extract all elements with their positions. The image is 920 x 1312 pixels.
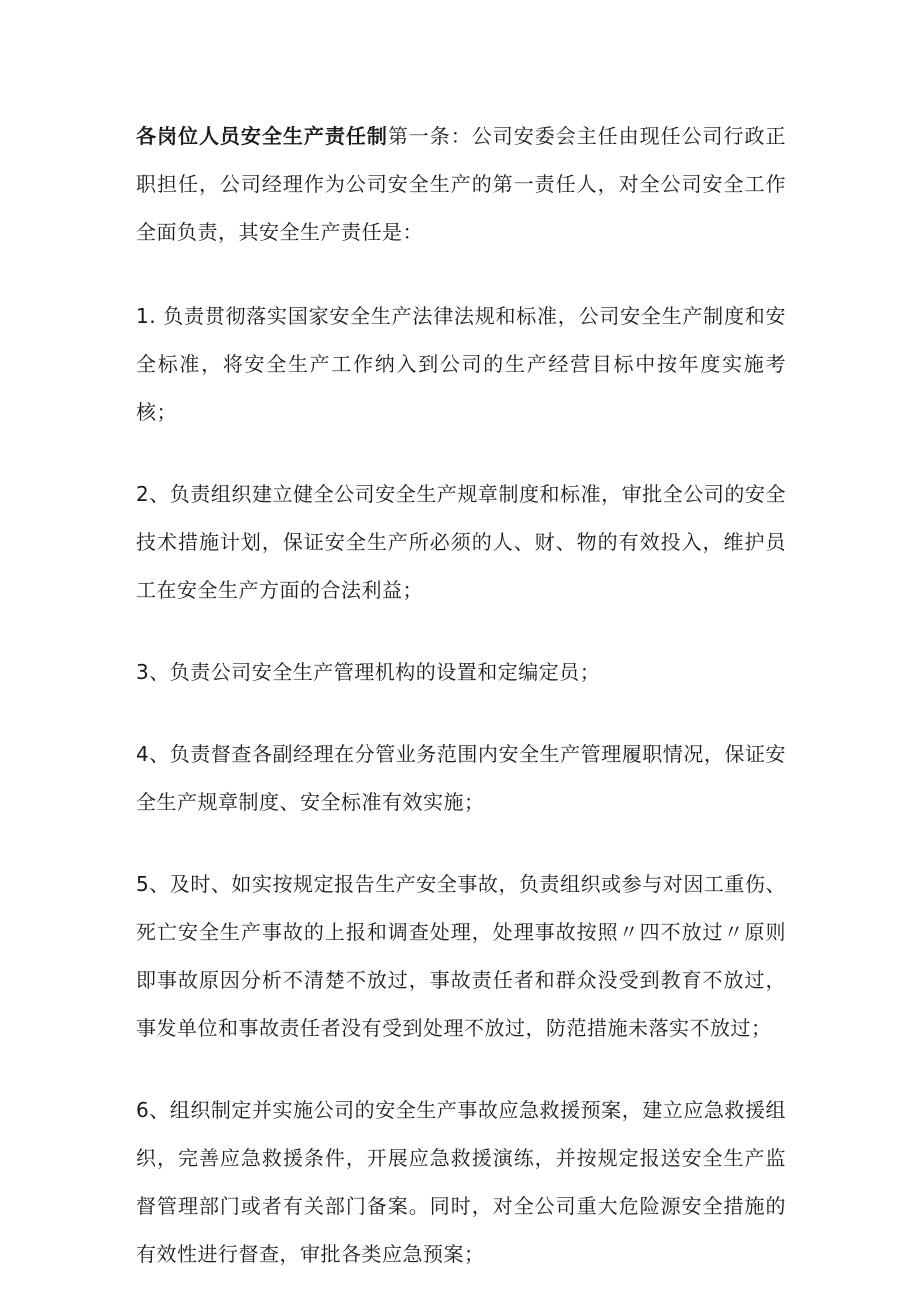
document-title: 各岗位人员安全生产责任制: [136, 124, 388, 148]
list-item-2: 2、负责组织建立健全公司安全生产规章制度和标准，审批全公司的安全技术措施计划，保证安全生产所必须的人、财、物的有效投入，维护员工在安全生产方面的合法利益；: [136, 482, 786, 602]
document-page: [136, 112, 786, 1312]
list-item-3: 3、负责公司安全生产管理机构的设置和定编定员；: [136, 660, 601, 684]
list-item-6: 6、组织制定并实施公司的安全生产事故应急救援预案，建立应急救援组织，完善应急救援条件，开展应急救援演练，并按规定报送安全生产监督管理部门或者有关部门备案。同时，对全公司重大危险源安全措施的有效性进行督查，审批各类应急预案；: [136, 1098, 786, 1266]
list-item-4: 4、负责督查各副经理在分管业务范围内安全生产管理履职情况，保证安全生产规章制度、安全标准有效实施；: [136, 742, 786, 814]
intro-paragraph: [136, 112, 786, 256]
list-item-5: 5、及时、如实按规定报告生产安全事故，负责组织或参与对因工重伤、死亡安全生产事故的上报和调查处理，处理事故按照〃四不放过〃原则即事故原因分析不清楚不放过，事故责任者和群众没受到教育不放过，事发单位和事故责任者没有受到处理不放过，防范措施未落实不放过；: [136, 872, 786, 1040]
intro-text: 第一条：公司安委会主任由现任公司行政正职担任，公司经理作为公司安全生产的第一责任人，对全公司安全工作全面负责，其安全生产责任是：: [136, 124, 787, 244]
list-item-1: 1. 负责贯彻落实国家安全生产法律法规和标准，公司安全生产制度和安全标准，将安全生产工作纳入到公司的生产经营目标中按年度实施考核；: [136, 304, 786, 424]
